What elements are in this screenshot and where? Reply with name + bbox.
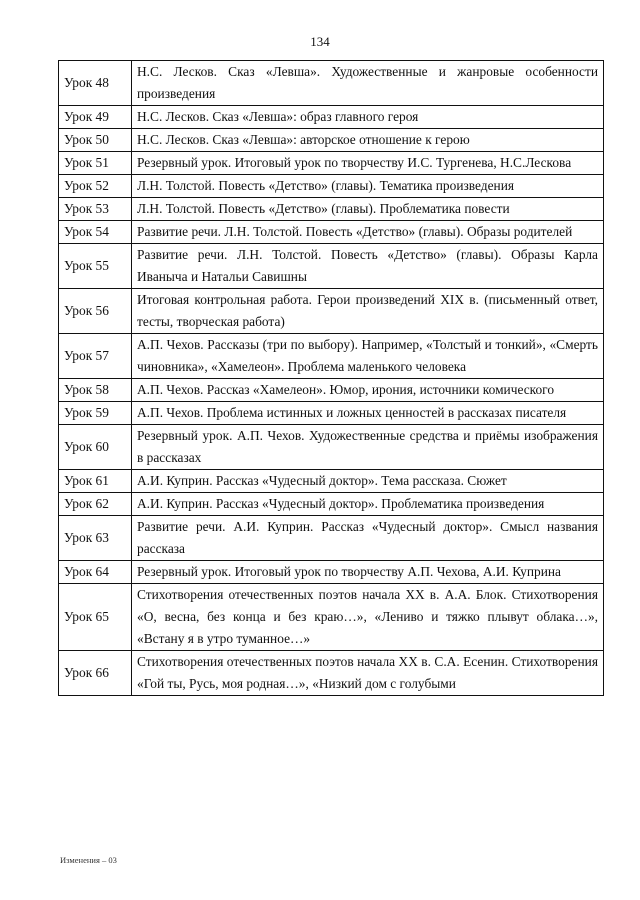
lesson-number: Урок 56 [59, 289, 132, 334]
table-row [59, 493, 604, 516]
table-row [59, 106, 604, 129]
lesson-number: Урок 50 [59, 129, 132, 152]
table-row [59, 175, 604, 198]
lesson-number: Урок 55 [59, 244, 132, 289]
lesson-number: Урок 60 [59, 425, 132, 470]
table-row [59, 402, 604, 425]
lesson-topic: Стихотворения отечественных поэтов начала XX в. А.А. Блок. Стихотворения «О, весна, без конца и без краю…», «Лениво и тяжко плывут облака…», «Встану я в утро туманное…» [132, 584, 604, 651]
lesson-plan-table [58, 60, 604, 696]
lesson-topic: Стихотворения отечественных поэтов начала XX в. С.А. Есенин. Стихотворения «Гой ты, Русь, моя родная…», «Низкий дом с голубыми [132, 651, 604, 696]
lesson-topic: Развитие речи. Л.Н. Толстой. Повесть «Детство» (главы). Образы родителей [132, 221, 604, 244]
lesson-number: Урок 66 [59, 651, 132, 696]
lesson-number: Урок 65 [59, 584, 132, 651]
lesson-topic: А.П. Чехов. Рассказы (три по выбору). Например, «Толстый и тонкий», «Смерть чиновника», «Хамелеон». Проблема маленького человека [132, 334, 604, 379]
table-row [59, 516, 604, 561]
lesson-topic: Резервный урок. А.П. Чехов. Художественные средства и приёмы изображения в рассказах [132, 425, 604, 470]
table-row [59, 289, 604, 334]
revision-footer: Изменения – 03 [60, 855, 117, 865]
table-row [59, 221, 604, 244]
table-row [59, 425, 604, 470]
lesson-number: Урок 63 [59, 516, 132, 561]
lesson-topic: Л.Н. Толстой. Повесть «Детство» (главы). Тематика произведения [132, 175, 604, 198]
lesson-number: Урок 57 [59, 334, 132, 379]
lesson-number: Урок 62 [59, 493, 132, 516]
lesson-topic: Резервный урок. Итоговый урок по творчеству А.П. Чехова, А.И. Куприна [132, 561, 604, 584]
lesson-topic: Развитие речи. А.И. Куприн. Рассказ «Чудесный доктор». Смысл названия рассказа [132, 516, 604, 561]
lesson-topic: А.П. Чехов. Проблема истинных и ложных ценностей в рассказах писателя [132, 402, 604, 425]
lesson-number: Урок 58 [59, 379, 132, 402]
lesson-number: Урок 48 [59, 61, 132, 106]
table-row [59, 334, 604, 379]
lesson-topic: Развитие речи. Л.Н. Толстой. Повесть «Детство» (главы). Образы Карла Иваныча и Натальи Савишны [132, 244, 604, 289]
lesson-number: Урок 54 [59, 221, 132, 244]
table-row [59, 198, 604, 221]
lesson-topic: Л.Н. Толстой. Повесть «Детство» (главы). Проблематика повести [132, 198, 604, 221]
table-row [59, 129, 604, 152]
lesson-number: Урок 53 [59, 198, 132, 221]
lesson-topic: Н.С. Лесков. Сказ «Левша». Художественные и жанровые особенности произведения [132, 61, 604, 106]
lesson-number: Урок 51 [59, 152, 132, 175]
lesson-topic: Резервный урок. Итоговый урок по творчеству И.С. Тургенева, Н.С.Лескова [132, 152, 604, 175]
table-row [59, 61, 604, 106]
lesson-number: Урок 64 [59, 561, 132, 584]
page-number: 134 [310, 34, 330, 49]
lesson-topic: А.И. Куприн. Рассказ «Чудесный доктор». Тема рассказа. Сюжет [132, 470, 604, 493]
lesson-number: Урок 52 [59, 175, 132, 198]
lesson-number: Урок 59 [59, 402, 132, 425]
lesson-topic: А.И. Куприн. Рассказ «Чудесный доктор». Проблематика произведения [132, 493, 604, 516]
lesson-number: Урок 61 [59, 470, 132, 493]
table-row [59, 379, 604, 402]
lesson-topic: Н.С. Лесков. Сказ «Левша»: авторское отношение к герою [132, 129, 604, 152]
table-row [59, 152, 604, 175]
table-row [59, 651, 604, 696]
lesson-topic: Н.С. Лесков. Сказ «Левша»: образ главного героя [132, 106, 604, 129]
table-row [59, 561, 604, 584]
lesson-topic: Итоговая контрольная работа. Герои произведений XIX в. (письменный ответ, тесты, творческая работа) [132, 289, 604, 334]
lesson-number: Урок 49 [59, 106, 132, 129]
table-row [59, 470, 604, 493]
table-row [59, 584, 604, 651]
lesson-topic: А.П. Чехов. Рассказ «Хамелеон». Юмор, ирония, источники комического [132, 379, 604, 402]
table-row [59, 244, 604, 289]
